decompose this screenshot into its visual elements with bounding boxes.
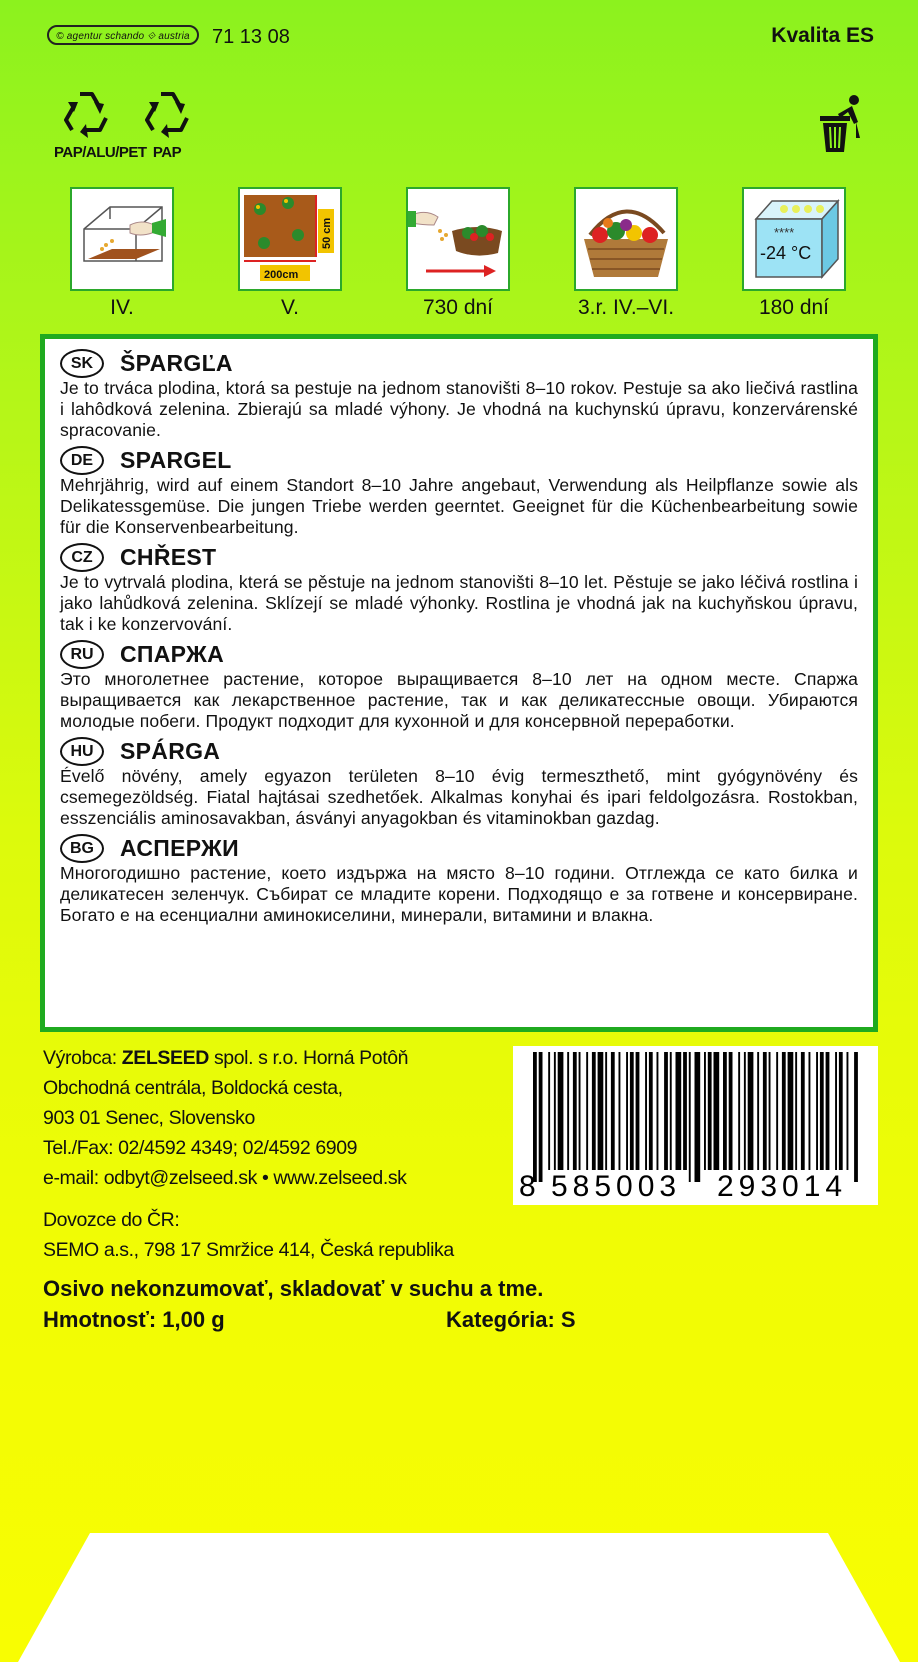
icon-caption: IV. [110,296,134,319]
barcode-bar [579,1052,581,1170]
barcode-bar [676,1052,682,1170]
manufacturer-address-1: Obchodná centrála, Boldocká cesta, [43,1077,343,1099]
recycle-icon [58,86,114,142]
barcode-bar [611,1052,615,1170]
barcode-bar [630,1052,634,1170]
manufacturer-suffix: spol. s r.o. Horná Potôň [208,1047,409,1069]
manufacturer-name: ZELSEED [121,1047,209,1069]
lang-description: Mehrjährig, wird auf einem Standort 8–10 Jahre angebaut, Verwendung als Heilpflanze sowie als Delikatessgemüse. Die jungen Triebe werden geerntet. Geeignet für die Küchenbearbeitung sowie für die Konservenbearbeitung. [60,475,858,537]
barcode-bar [748,1052,754,1170]
spacing-vertical-label: 50 cm [321,217,333,249]
manufacturer-contact: e-mail: odbyt@zelseed.sk • www.zelseed.sk [43,1167,407,1189]
barcode-bar [649,1052,653,1170]
barcode-bar [554,1052,556,1170]
lang-title: СПАРЖА [120,641,224,667]
barcode-bar [586,1052,588,1170]
recycle-symbol-pap [135,86,199,161]
barcode-bar [776,1052,778,1170]
barcode-bar [548,1052,550,1170]
product-code: 71 13 08 [212,26,290,48]
recycle-label: PAP [152,144,182,161]
manufacturer-info [43,1043,408,1193]
trash-bin-icon [818,92,868,161]
lang-description: Это многолетнее растение, которое выращивается 8–10 лет на одном месте. Спаржа выращивается как лекарственное растение, так и как деликатессные овощи. Убираются молодые побеги. Продукт подходит для кухонной и для консервной переработки. [60,669,858,731]
lang-section-cz [60,543,858,635]
lang-code-badge: HU [60,737,104,766]
barcode-bar [670,1052,672,1170]
freezer-icon [742,187,846,291]
lang-title: АСПЕРЖИ [120,835,239,861]
barcode-first-digit: 8 [519,1170,536,1203]
icon-caption: 3.r. IV.–VI. [577,296,675,319]
barcode-bar [636,1052,640,1170]
barcode-bar [539,1052,543,1182]
lang-code-badge: SK [60,349,104,378]
icon-caption: 730 dní [422,296,494,319]
barcode-bar [816,1052,818,1170]
barcode-bar [763,1052,767,1170]
weight-label: Hmotnosť: 1,00 g [43,1307,225,1332]
quality-label: Kvalita ES [771,24,874,47]
lang-title: ŠPARGĽA [120,350,233,376]
barcode-bar [820,1052,824,1170]
barcode-bar [558,1052,564,1170]
barcode-bar [826,1052,830,1170]
icon-caption: 180 dní [758,296,830,319]
importer-heading: Dovozce do ČR: [43,1209,180,1231]
barcode-bar [592,1052,596,1170]
barcode-bar [567,1052,569,1170]
recycle-symbol-pap-alu-pet [54,86,147,161]
barcode-bar [835,1052,837,1170]
barcode-bar [689,1052,691,1182]
importer-info [43,1205,454,1265]
description-panel [40,334,878,1032]
lang-title: CHŘEST [120,544,217,570]
lang-code-badge: BG [60,834,104,863]
barcode-bar [839,1052,843,1170]
barcode-bar [695,1052,701,1182]
lang-code-badge: DE [60,446,104,475]
barcode-bar [598,1052,604,1170]
barcode-bar [809,1052,811,1170]
barcode-bar [795,1052,797,1170]
barcode-bar [657,1052,659,1170]
barcode [513,1046,878,1205]
category-label: Kategória: S [446,1307,576,1332]
barcode-bar [645,1052,647,1170]
lang-section-sk [60,349,858,441]
barcode-bar [788,1052,794,1170]
lang-description: Évelő növény, amely egyazon területen 8–10 évig termeszthető, mint gyógynövény és csemegezöldség. Fiatal hajtásai szedhetőek. Alkalmas konyhai és ipari feldolgozásra. Rostokban, esszenciális aminosavakban, ásványi anyagokban és vitaminokban gazdag. [60,766,858,828]
barcode-bar [744,1052,746,1170]
barcode-bar [664,1052,668,1170]
recycle-icon [139,86,195,142]
barcode-bar [626,1052,628,1170]
barcode-bar [714,1052,720,1170]
lang-section-de [60,446,858,538]
lang-code-badge: CZ [60,543,104,572]
recycle-label: PAP/ALU/PET [54,144,147,161]
agency-logo: © agentur schando ⟐ austria [47,25,199,45]
package-seal-area [0,1533,918,1662]
barcode-bar [769,1052,771,1170]
germination-time-icon [406,187,510,291]
lang-description: Многогодишно растение, което издържа на място 8–10 години. Отглежда се като билка и деликатесен зеленчук. Събират се младите корени. Подходящо е за готвене и консервиране. Богато е на есенциални аминокиселини, минерали, витамини и влакна. [60,863,858,925]
barcode-bar [704,1052,706,1170]
manufacturer-address-2: 903 01 Senec, Slovensko [43,1107,255,1129]
barcode-bar [573,1052,577,1170]
manufacturer-phone: Tel./Fax: 02/4592 4349; 02/4592 6909 [43,1137,358,1159]
barcode-bar [683,1052,687,1170]
barcode-bar [757,1052,759,1170]
barcode-bar [801,1052,805,1170]
barcode-bar [605,1052,607,1170]
freezer-temperature: -24 °C [760,243,812,263]
spacing-horizontal-label: 200cm [264,269,299,281]
barcode-right-digits: 293014 [717,1170,848,1203]
plant-spacing-icon [238,187,342,291]
lang-code-badge: RU [60,640,104,669]
barcode-bar [619,1052,621,1170]
harvest-basket-icon [574,187,678,291]
importer-address: SEMO a.s., 798 17 Smržice 414, Česká republika [43,1239,454,1261]
storage-note: Osivo nekonzumovať, skladovať v suchu a tme. [43,1276,544,1301]
freezer-stars: **** [774,225,795,240]
lang-title: SPARGEL [120,447,232,473]
barcode-bar [533,1052,537,1182]
lang-description: Je to trváca plodina, ktorá sa pestuje na jednom stanovišti 8–10 rokov. Pestuje sa ako liečivá rastlina i lahôdková zelenina. Zbierajú sa mladé výhony. Je vhodná na kuchynskú úpravu, konzervárenské spracovanie. [60,378,858,440]
barcode-bar [729,1052,733,1170]
barcode-left-digits: 585003 [551,1170,682,1203]
greenhouse-sowing-icon [70,187,174,291]
lang-section-ru [60,640,858,732]
barcode-bar [782,1052,786,1170]
icon-caption: V. [281,296,299,319]
lang-description: Je to vytrvalá plodina, která se pěstuje na jednom stanovišti 8–10 let. Pěstuje se jako léčivá rostlina i jako lahůdková zelenina. Sklízejí se mladé výhonky. Rostlina je vhodná jak na kuchyňskou úpravu, tak i ke konzervování. [60,572,858,634]
barcode-bar [854,1052,858,1182]
lang-section-bg [60,834,858,926]
barcode-bar [723,1052,727,1170]
manufacturer-prefix: Výrobca: [43,1047,122,1069]
barcode-bar [708,1052,712,1170]
lang-section-hu [60,737,858,829]
lang-title: SPÁRGA [120,738,221,764]
barcode-bar [847,1052,849,1170]
barcode-bar [738,1052,740,1170]
